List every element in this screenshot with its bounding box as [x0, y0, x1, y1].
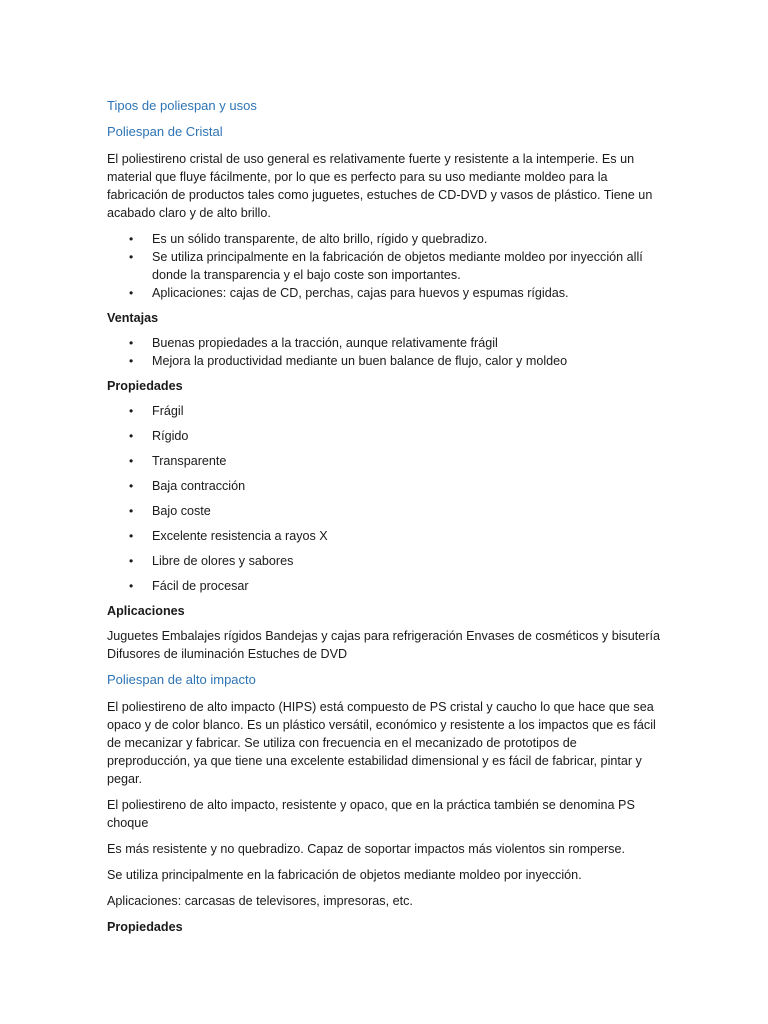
aplicaciones-label: Aplicaciones — [107, 604, 185, 618]
list-item: • Fácil de procesar — [107, 577, 662, 595]
section-heading-cristal: Poliespan de Cristal — [107, 124, 223, 139]
hips-paragraph-2: El poliestireno de alto impacto, resistente y opaco, que en la práctica también se denomina PS choque — [107, 798, 635, 830]
list-item: • Libre de olores y sabores — [107, 552, 662, 570]
hips-paragraph-4: Se utiliza principalmente en la fabricación de objetos mediante moldeo por inyección. — [107, 868, 582, 882]
list-item: • Excelente resistencia a rayos X — [107, 527, 662, 545]
bullet-icon — [129, 427, 133, 445]
list-item: • Transparente — [107, 452, 662, 470]
list-item: • Buenas propiedades a la tracción, aunque relativamente frágil — [107, 334, 662, 352]
list-item: • Aplicaciones: cajas de CD, perchas, cajas para huevos y espumas rígidas. — [107, 284, 662, 302]
aplicaciones-paragraph: Juguetes Embalajes rígidos Bandejas y cajas para refrigeración Envases de cosméticos y bisutería Difusores de iluminación Estuches de DVD — [107, 629, 661, 661]
list-item: • Es un sólido transparente, de alto brillo, rígido y quebradizo. — [107, 230, 662, 248]
bullet-icon — [129, 452, 133, 470]
cristal-bullet-list — [107, 230, 662, 302]
section-heading-alto-impacto: Poliespan de alto impacto — [107, 672, 256, 687]
cristal-intro-paragraph: El poliestireno cristal de uso general es relativamente fuerte y resistente a la intemperie. Es un material que fluye fácilmente, por lo que es perfecto para su uso mediante moldeo para la fabricación de productos tales como juguetes, estuches de CD-DVD y vasos de plástico. Tiene un acabado claro y de alto brillo. — [107, 152, 653, 220]
bullet-icon — [129, 477, 133, 495]
ventajas-label: Ventajas — [107, 311, 159, 325]
list-item: • Rígido — [107, 427, 662, 445]
bullet-icon — [129, 334, 133, 352]
document-title: Tipos de poliespan y usos — [107, 98, 257, 113]
list-item: • Frágil — [107, 402, 662, 420]
list-item: • Se utiliza principalmente en la fabricación de objetos mediante moldeo por inyección allí donde la transparencia y el bajo coste son importantes. — [107, 248, 662, 284]
list-item: • Mejora la productividad mediante un buen balance de flujo, calor y moldeo — [107, 352, 662, 370]
bullet-icon — [129, 352, 133, 370]
list-item: • Baja contracción — [107, 477, 662, 495]
bullet-icon — [129, 527, 133, 545]
ventajas-list — [107, 334, 662, 370]
hips-paragraph-5: Aplicaciones: carcasas de televisores, impresoras, etc. — [107, 894, 413, 908]
bullet-icon — [129, 577, 133, 595]
hips-paragraph-3: Es más resistente y no quebradizo. Capaz de soportar impactos más violentos sin romperse. — [107, 842, 625, 856]
propiedades-list — [107, 402, 662, 595]
propiedades-label: Propiedades — [107, 379, 183, 393]
bullet-icon — [129, 248, 133, 266]
bullet-icon — [129, 402, 133, 420]
bullet-icon — [129, 284, 133, 302]
bullet-icon — [129, 230, 133, 248]
hips-paragraph-1: El poliestireno de alto impacto (HIPS) está compuesto de PS cristal y caucho lo que hace que sea opaco y de color blanco. Es un plástico versátil, económico y resistente a los impactos que es fácil de mecanizar y fabricar. Se utiliza con frecuencia en el mecanizado de prototipos de preproducción, ya que tiene una excelente estabilidad dimensional y es fácil de fabricar, pintar y pegar. — [107, 700, 656, 786]
list-item: • Bajo coste — [107, 502, 662, 520]
bullet-icon — [129, 552, 133, 570]
hips-propiedades-label: Propiedades — [107, 920, 183, 934]
bullet-icon — [129, 502, 133, 520]
